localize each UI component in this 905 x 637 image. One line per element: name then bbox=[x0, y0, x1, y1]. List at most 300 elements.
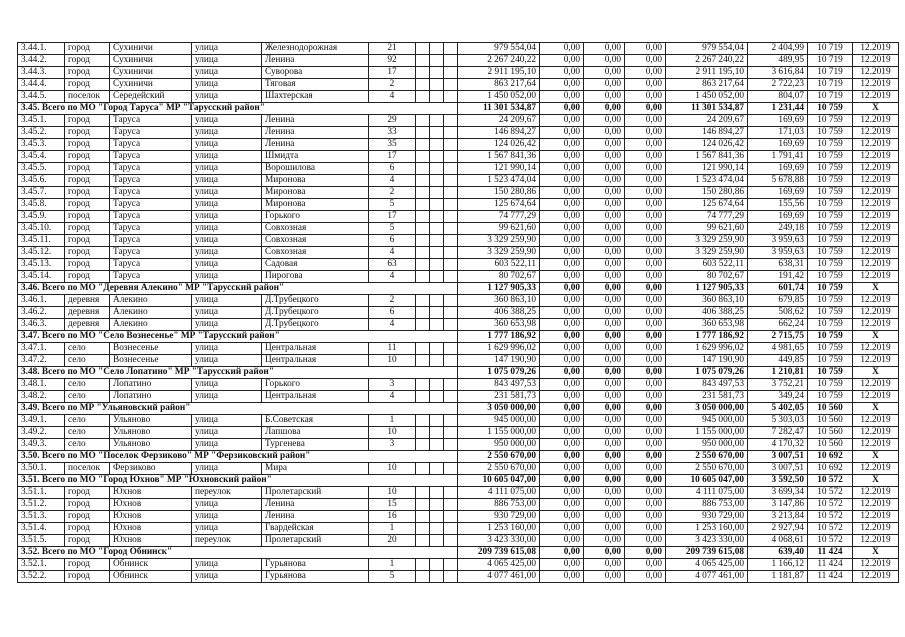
settlement-name: Таруса bbox=[110, 163, 192, 175]
street-name: Совхозная bbox=[262, 247, 369, 259]
blank-cell bbox=[416, 175, 430, 187]
owner-funds: 74 777,29 bbox=[666, 211, 748, 223]
owner-funds: 843 497,53 bbox=[666, 379, 748, 391]
limit-cost: 10 692 bbox=[808, 463, 853, 475]
subtotal-row bbox=[18, 331, 899, 343]
row-number: 3.45.11. bbox=[18, 235, 65, 247]
fund-3: 0,00 bbox=[625, 571, 666, 583]
fund-3: 0,00 bbox=[625, 295, 666, 307]
street-type: улица bbox=[192, 295, 262, 307]
blank-cell bbox=[444, 499, 458, 511]
fund-2: 0,00 bbox=[584, 499, 625, 511]
blank-cell bbox=[444, 211, 458, 223]
fund-1: 0,00 bbox=[540, 187, 584, 199]
owner-funds: 11 301 534,87 bbox=[666, 103, 748, 115]
blank-cell bbox=[444, 511, 458, 523]
owner-funds: 150 280,86 bbox=[666, 187, 748, 199]
fund-2: 0,00 bbox=[584, 223, 625, 235]
fund-1: 0,00 bbox=[540, 487, 584, 499]
completion-date: 12.2019 bbox=[853, 535, 899, 547]
street-name: Шмидта bbox=[262, 151, 369, 163]
settlement-name: Середейский bbox=[110, 91, 192, 103]
limit-cost: 10 560 bbox=[808, 427, 853, 439]
house-number: 63 bbox=[369, 259, 416, 271]
street-type: улица bbox=[192, 115, 262, 127]
street-name: Миронова bbox=[262, 199, 369, 211]
fund-1: 0,00 bbox=[540, 319, 584, 331]
blank-cell bbox=[430, 235, 444, 247]
limit-cost: 10 759 bbox=[808, 199, 853, 211]
register-table bbox=[17, 42, 899, 583]
blank-cell bbox=[430, 91, 444, 103]
fund-3: 0,00 bbox=[625, 331, 666, 343]
total-cost: 945 000,00 bbox=[458, 415, 540, 427]
owner-funds: 3 423 330,00 bbox=[666, 535, 748, 547]
settlement-name: Вознесенье bbox=[110, 355, 192, 367]
completion-date: X bbox=[853, 451, 899, 463]
table-row bbox=[18, 559, 899, 571]
owner-funds: 950 000,00 bbox=[666, 439, 748, 451]
unit-cost: 3 213,84 bbox=[748, 511, 808, 523]
unit-cost: 5 402,05 bbox=[748, 403, 808, 415]
total-cost: 1 075 079,26 bbox=[458, 367, 540, 379]
table-row bbox=[18, 415, 899, 427]
row-number: 3.44.1. bbox=[18, 43, 65, 55]
owner-funds: 979 554,04 bbox=[666, 43, 748, 55]
total-cost: 1 523 474,04 bbox=[458, 175, 540, 187]
settlement-name: Ульяново bbox=[110, 427, 192, 439]
completion-date: 12.2019 bbox=[853, 439, 899, 451]
blank-cell bbox=[444, 307, 458, 319]
table-row bbox=[18, 235, 899, 247]
completion-date: X bbox=[853, 367, 899, 379]
unit-cost: 169,69 bbox=[748, 187, 808, 199]
street-name: Миронова bbox=[262, 175, 369, 187]
limit-cost: 10 692 bbox=[808, 451, 853, 463]
total-cost: 2 550 670,00 bbox=[458, 451, 540, 463]
settlement-name: Таруса bbox=[110, 175, 192, 187]
fund-1: 0,00 bbox=[540, 391, 584, 403]
unit-cost: 169,69 bbox=[748, 163, 808, 175]
completion-date: 12.2019 bbox=[853, 427, 899, 439]
table-row bbox=[18, 379, 899, 391]
blank-cell bbox=[430, 259, 444, 271]
fund-1: 0,00 bbox=[540, 331, 584, 343]
blank-cell bbox=[416, 67, 430, 79]
settlement-name: Ульяново bbox=[110, 415, 192, 427]
owner-funds: 603 522,11 bbox=[666, 259, 748, 271]
row-number: 3.48.1. bbox=[18, 379, 65, 391]
settlement-name: Юхнов bbox=[110, 499, 192, 511]
blank-cell bbox=[416, 271, 430, 283]
row-number: 3.45.2. bbox=[18, 127, 65, 139]
fund-3: 0,00 bbox=[625, 319, 666, 331]
blank-cell bbox=[444, 223, 458, 235]
owner-funds: 1 450 052,00 bbox=[666, 91, 748, 103]
owner-funds: 80 702,67 bbox=[666, 271, 748, 283]
street-type: улица bbox=[192, 439, 262, 451]
house-number: 33 bbox=[369, 127, 416, 139]
street-name: Ленина bbox=[262, 511, 369, 523]
row-number: 3.48.2. bbox=[18, 391, 65, 403]
fund-1: 0,00 bbox=[540, 223, 584, 235]
blank-cell bbox=[444, 247, 458, 259]
fund-2: 0,00 bbox=[584, 271, 625, 283]
street-type: улица bbox=[192, 355, 262, 367]
completion-date: 12.2019 bbox=[853, 319, 899, 331]
fund-2: 0,00 bbox=[584, 403, 625, 415]
house-number: 10 bbox=[369, 487, 416, 499]
house-number: 10 bbox=[369, 427, 416, 439]
blank-cell bbox=[444, 91, 458, 103]
fund-2: 0,00 bbox=[584, 535, 625, 547]
total-cost: 3 423 330,00 bbox=[458, 535, 540, 547]
fund-3: 0,00 bbox=[625, 103, 666, 115]
completion-date: 12.2019 bbox=[853, 139, 899, 151]
limit-cost: 10 719 bbox=[808, 43, 853, 55]
settlement-type: город bbox=[65, 559, 110, 571]
house-number: 4 bbox=[369, 271, 416, 283]
limit-cost: 10 759 bbox=[808, 367, 853, 379]
street-name: Д.Трубецкого bbox=[262, 295, 369, 307]
street-type: улица bbox=[192, 379, 262, 391]
fund-1: 0,00 bbox=[540, 511, 584, 523]
blank-cell bbox=[416, 139, 430, 151]
blank-cell bbox=[444, 187, 458, 199]
completion-date: 12.2019 bbox=[853, 271, 899, 283]
fund-1: 0,00 bbox=[540, 367, 584, 379]
fund-1: 0,00 bbox=[540, 139, 584, 151]
row-number: 3.51.4. bbox=[18, 523, 65, 535]
blank-cell bbox=[444, 115, 458, 127]
total-cost: 360 653,98 bbox=[458, 319, 540, 331]
blank-cell bbox=[444, 295, 458, 307]
blank-cell bbox=[416, 55, 430, 67]
street-type: переулок bbox=[192, 535, 262, 547]
fund-3: 0,00 bbox=[625, 151, 666, 163]
fund-2: 0,00 bbox=[584, 331, 625, 343]
blank-cell bbox=[416, 355, 430, 367]
house-number: 11 bbox=[369, 343, 416, 355]
street-name: Центральная bbox=[262, 391, 369, 403]
completion-date: 12.2019 bbox=[853, 151, 899, 163]
limit-cost: 10 719 bbox=[808, 91, 853, 103]
blank-cell bbox=[416, 151, 430, 163]
subtotal-label: 3.51. Всего по МО "Город Юхнов" МР "Юхновский район" bbox=[18, 475, 458, 487]
fund-2: 0,00 bbox=[584, 571, 625, 583]
limit-cost: 10 759 bbox=[808, 295, 853, 307]
owner-funds: 1 155 000,00 bbox=[666, 427, 748, 439]
unit-cost: 679,85 bbox=[748, 295, 808, 307]
blank-cell bbox=[430, 247, 444, 259]
table-row bbox=[18, 55, 899, 67]
house-number: 20 bbox=[369, 535, 416, 547]
blank-cell bbox=[430, 175, 444, 187]
fund-3: 0,00 bbox=[625, 79, 666, 91]
blank-cell bbox=[416, 247, 430, 259]
unit-cost: 249,18 bbox=[748, 223, 808, 235]
street-type: улица bbox=[192, 175, 262, 187]
blank-cell bbox=[430, 499, 444, 511]
blank-cell bbox=[430, 391, 444, 403]
settlement-name: Таруса bbox=[110, 247, 192, 259]
house-number: 21 bbox=[369, 43, 416, 55]
street-name: Центральная bbox=[262, 355, 369, 367]
total-cost: 147 190,90 bbox=[458, 355, 540, 367]
total-cost: 406 388,25 bbox=[458, 307, 540, 319]
blank-cell bbox=[444, 127, 458, 139]
fund-1: 0,00 bbox=[540, 463, 584, 475]
owner-funds: 1 777 186,92 bbox=[666, 331, 748, 343]
table-row bbox=[18, 115, 899, 127]
settlement-type: село bbox=[65, 415, 110, 427]
limit-cost: 10 759 bbox=[808, 271, 853, 283]
settlement-name: Таруса bbox=[110, 271, 192, 283]
limit-cost: 10 759 bbox=[808, 103, 853, 115]
fund-1: 0,00 bbox=[540, 115, 584, 127]
street-name: Горького bbox=[262, 379, 369, 391]
fund-2: 0,00 bbox=[584, 259, 625, 271]
unit-cost: 155,56 bbox=[748, 199, 808, 211]
fund-2: 0,00 bbox=[584, 463, 625, 475]
owner-funds: 24 209,67 bbox=[666, 115, 748, 127]
settlement-type: город bbox=[65, 571, 110, 583]
street-type: улица bbox=[192, 91, 262, 103]
street-type: улица bbox=[192, 43, 262, 55]
table-row bbox=[18, 91, 899, 103]
street-name: Гурьянова bbox=[262, 571, 369, 583]
street-type: улица bbox=[192, 427, 262, 439]
table-row bbox=[18, 67, 899, 79]
blank-cell bbox=[444, 355, 458, 367]
house-number: 10 bbox=[369, 355, 416, 367]
subtotal-row bbox=[18, 403, 899, 415]
row-number: 3.52.2. bbox=[18, 571, 65, 583]
limit-cost: 10 719 bbox=[808, 55, 853, 67]
settlement-type: город bbox=[65, 247, 110, 259]
fund-2: 0,00 bbox=[584, 559, 625, 571]
settlement-name: Таруса bbox=[110, 223, 192, 235]
blank-cell bbox=[444, 487, 458, 499]
completion-date: 12.2019 bbox=[853, 499, 899, 511]
completion-date: 12.2019 bbox=[853, 115, 899, 127]
total-cost: 4 111 075,00 bbox=[458, 487, 540, 499]
total-cost: 146 894,27 bbox=[458, 127, 540, 139]
fund-2: 0,00 bbox=[584, 199, 625, 211]
settlement-name: Алекино bbox=[110, 319, 192, 331]
table-row bbox=[18, 427, 899, 439]
unit-cost: 662,24 bbox=[748, 319, 808, 331]
house-number: 4 bbox=[369, 319, 416, 331]
street-name: Горького bbox=[262, 211, 369, 223]
blank-cell bbox=[430, 355, 444, 367]
house-number: 4 bbox=[369, 391, 416, 403]
blank-cell bbox=[416, 439, 430, 451]
street-name: Шахтерская bbox=[262, 91, 369, 103]
completion-date: 12.2019 bbox=[853, 259, 899, 271]
document-page bbox=[17, 42, 899, 583]
house-number: 29 bbox=[369, 115, 416, 127]
fund-1: 0,00 bbox=[540, 571, 584, 583]
blank-cell bbox=[416, 115, 430, 127]
street-type: улица bbox=[192, 127, 262, 139]
settlement-type: город bbox=[65, 55, 110, 67]
blank-cell bbox=[416, 319, 430, 331]
limit-cost: 10 572 bbox=[808, 523, 853, 535]
subtotal-row bbox=[18, 451, 899, 463]
completion-date: X bbox=[853, 475, 899, 487]
street-type: улица bbox=[192, 307, 262, 319]
total-cost: 1 450 052,00 bbox=[458, 91, 540, 103]
fund-2: 0,00 bbox=[584, 187, 625, 199]
blank-cell bbox=[430, 67, 444, 79]
table-row bbox=[18, 295, 899, 307]
owner-funds: 886 753,00 bbox=[666, 499, 748, 511]
table-row bbox=[18, 259, 899, 271]
blank-cell bbox=[416, 211, 430, 223]
settlement-type: город bbox=[65, 223, 110, 235]
fund-2: 0,00 bbox=[584, 103, 625, 115]
owner-funds: 124 026,42 bbox=[666, 139, 748, 151]
unit-cost: 639,40 bbox=[748, 547, 808, 559]
fund-1: 0,00 bbox=[540, 451, 584, 463]
blank-cell bbox=[430, 571, 444, 583]
fund-3: 0,00 bbox=[625, 367, 666, 379]
street-type: улица bbox=[192, 559, 262, 571]
completion-date: 12.2019 bbox=[853, 307, 899, 319]
total-cost: 3 050 000,00 bbox=[458, 403, 540, 415]
total-cost: 99 621,60 bbox=[458, 223, 540, 235]
row-number: 3.52.1. bbox=[18, 559, 65, 571]
street-name: Совхозная bbox=[262, 235, 369, 247]
blank-cell bbox=[416, 535, 430, 547]
limit-cost: 10 759 bbox=[808, 379, 853, 391]
owner-funds: 231 581,73 bbox=[666, 391, 748, 403]
blank-cell bbox=[416, 511, 430, 523]
limit-cost: 10 759 bbox=[808, 127, 853, 139]
fund-2: 0,00 bbox=[584, 379, 625, 391]
fund-1: 0,00 bbox=[540, 271, 584, 283]
blank-cell bbox=[430, 559, 444, 571]
street-name: Гвардейская bbox=[262, 523, 369, 535]
fund-2: 0,00 bbox=[584, 307, 625, 319]
house-number: 6 bbox=[369, 163, 416, 175]
row-number: 3.45.3. bbox=[18, 139, 65, 151]
unit-cost: 169,69 bbox=[748, 115, 808, 127]
street-type: улица bbox=[192, 391, 262, 403]
subtotal-label: 3.50. Всего по МО "Поселок Ферзиково" МР "Ферзиковский район" bbox=[18, 451, 458, 463]
owner-funds: 3 329 259,90 bbox=[666, 247, 748, 259]
fund-1: 0,00 bbox=[540, 547, 584, 559]
row-number: 3.47.1. bbox=[18, 343, 65, 355]
blank-cell bbox=[416, 127, 430, 139]
fund-3: 0,00 bbox=[625, 391, 666, 403]
row-number: 3.44.5. bbox=[18, 91, 65, 103]
limit-cost: 10 759 bbox=[808, 247, 853, 259]
fund-2: 0,00 bbox=[584, 367, 625, 379]
limit-cost: 11 424 bbox=[808, 571, 853, 583]
owner-funds: 99 621,60 bbox=[666, 223, 748, 235]
house-number: 3 bbox=[369, 439, 416, 451]
limit-cost: 10 759 bbox=[808, 151, 853, 163]
completion-date: 12.2019 bbox=[853, 379, 899, 391]
table-row bbox=[18, 319, 899, 331]
blank-cell bbox=[416, 559, 430, 571]
fund-2: 0,00 bbox=[584, 127, 625, 139]
settlement-name: Таруса bbox=[110, 115, 192, 127]
fund-3: 0,00 bbox=[625, 247, 666, 259]
fund-1: 0,00 bbox=[540, 559, 584, 571]
settlement-type: город bbox=[65, 487, 110, 499]
blank-cell bbox=[416, 199, 430, 211]
street-type: улица bbox=[192, 247, 262, 259]
completion-date: 12.2019 bbox=[853, 343, 899, 355]
fund-2: 0,00 bbox=[584, 487, 625, 499]
limit-cost: 10 759 bbox=[808, 355, 853, 367]
fund-3: 0,00 bbox=[625, 403, 666, 415]
settlement-name: Таруса bbox=[110, 199, 192, 211]
fund-3: 0,00 bbox=[625, 343, 666, 355]
fund-1: 0,00 bbox=[540, 175, 584, 187]
street-name: Пирогова bbox=[262, 271, 369, 283]
blank-cell bbox=[416, 91, 430, 103]
fund-2: 0,00 bbox=[584, 211, 625, 223]
table-row bbox=[18, 439, 899, 451]
blank-cell bbox=[430, 511, 444, 523]
settlement-type: город bbox=[65, 175, 110, 187]
settlement-name: Таруса bbox=[110, 127, 192, 139]
completion-date: 12.2019 bbox=[853, 415, 899, 427]
blank-cell bbox=[430, 379, 444, 391]
completion-date: 12.2019 bbox=[853, 55, 899, 67]
street-type: улица bbox=[192, 199, 262, 211]
street-type: улица bbox=[192, 499, 262, 511]
settlement-name: Обнинск bbox=[110, 571, 192, 583]
house-number: 92 bbox=[369, 55, 416, 67]
settlement-type: деревня bbox=[65, 319, 110, 331]
settlement-type: город bbox=[65, 163, 110, 175]
fund-3: 0,00 bbox=[625, 307, 666, 319]
row-number: 3.45.9. bbox=[18, 211, 65, 223]
fund-1: 0,00 bbox=[540, 43, 584, 55]
limit-cost: 10 572 bbox=[808, 475, 853, 487]
fund-1: 0,00 bbox=[540, 439, 584, 451]
blank-cell bbox=[444, 175, 458, 187]
owner-funds: 10 605 047,00 bbox=[666, 475, 748, 487]
owner-funds: 125 674,64 bbox=[666, 199, 748, 211]
fund-3: 0,00 bbox=[625, 91, 666, 103]
blank-cell bbox=[416, 163, 430, 175]
street-type: улица bbox=[192, 463, 262, 475]
settlement-type: село bbox=[65, 355, 110, 367]
fund-2: 0,00 bbox=[584, 139, 625, 151]
street-name: Б.Советская bbox=[262, 415, 369, 427]
owner-funds: 2 550 670,00 bbox=[666, 451, 748, 463]
settlement-type: город bbox=[65, 67, 110, 79]
blank-cell bbox=[444, 535, 458, 547]
blank-cell bbox=[430, 127, 444, 139]
blank-cell bbox=[416, 427, 430, 439]
street-name: Пролетарский bbox=[262, 487, 369, 499]
table-row bbox=[18, 511, 899, 523]
house-number: 4 bbox=[369, 247, 416, 259]
row-number: 3.49.3. bbox=[18, 439, 65, 451]
settlement-type: город bbox=[65, 187, 110, 199]
blank-cell bbox=[430, 163, 444, 175]
fund-1: 0,00 bbox=[540, 199, 584, 211]
settlement-name: Алекино bbox=[110, 295, 192, 307]
street-name: Садовая bbox=[262, 259, 369, 271]
